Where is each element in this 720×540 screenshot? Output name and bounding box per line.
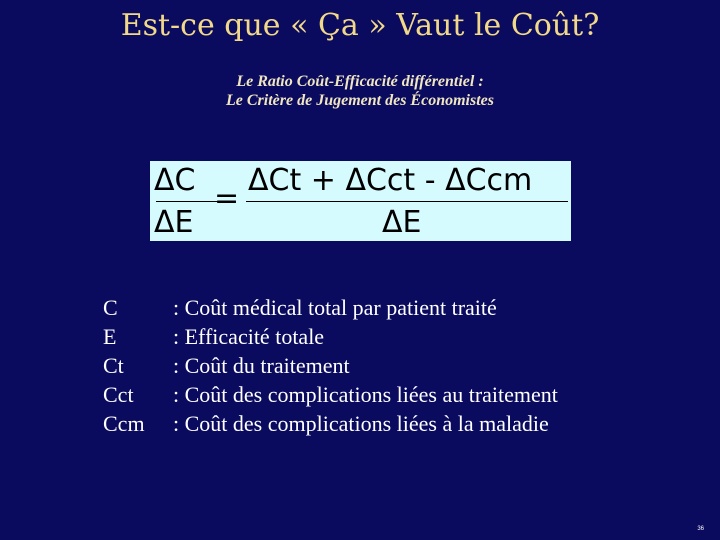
definitions-list [103,293,558,438]
slide-title: Est-ce que « Ça » Vaut le Coût? [120,8,600,43]
formula-rhs-fraction-bar [246,201,568,202]
definition-row [103,380,558,409]
definition-row [103,322,558,351]
definition-term: C [103,295,118,320]
formula-lhs-denominator: ΔE [154,205,194,240]
definition-desc: : Coût médical total par patient traité [173,295,497,320]
definition-row [103,293,558,322]
definition-term: E [103,324,117,349]
page-number: 36 [697,526,704,532]
definition-term: Cct [103,382,134,407]
subtitle-line-2: Le Critère de Jugement des Économistes [226,92,494,109]
definition-desc: : Coût des complications liées à la maladie [173,411,549,436]
subtitle-line-1: Le Ratio Coût-Efficacité différentiel : [236,73,484,90]
definition-desc: : Coût du traitement [173,353,350,378]
icer-formula [150,161,571,241]
definition-desc: : Efficacité totale [173,324,325,349]
definition-row [103,351,558,380]
formula-rhs-numerator: ΔCt + ΔCct - ΔCcm [248,163,533,198]
slide-subtitle [0,72,720,110]
definition-row [103,409,558,438]
formula-rhs-denominator: ΔE [382,205,422,240]
definition-term: Ccm [103,411,145,436]
formula-equals-sign: = [214,181,240,216]
definition-desc: : Coût des complications liées au traitement [173,382,558,407]
formula-lhs-fraction-bar [156,201,218,202]
formula-lhs-numerator: ΔC [154,163,196,198]
definition-term: Ct [103,353,124,378]
